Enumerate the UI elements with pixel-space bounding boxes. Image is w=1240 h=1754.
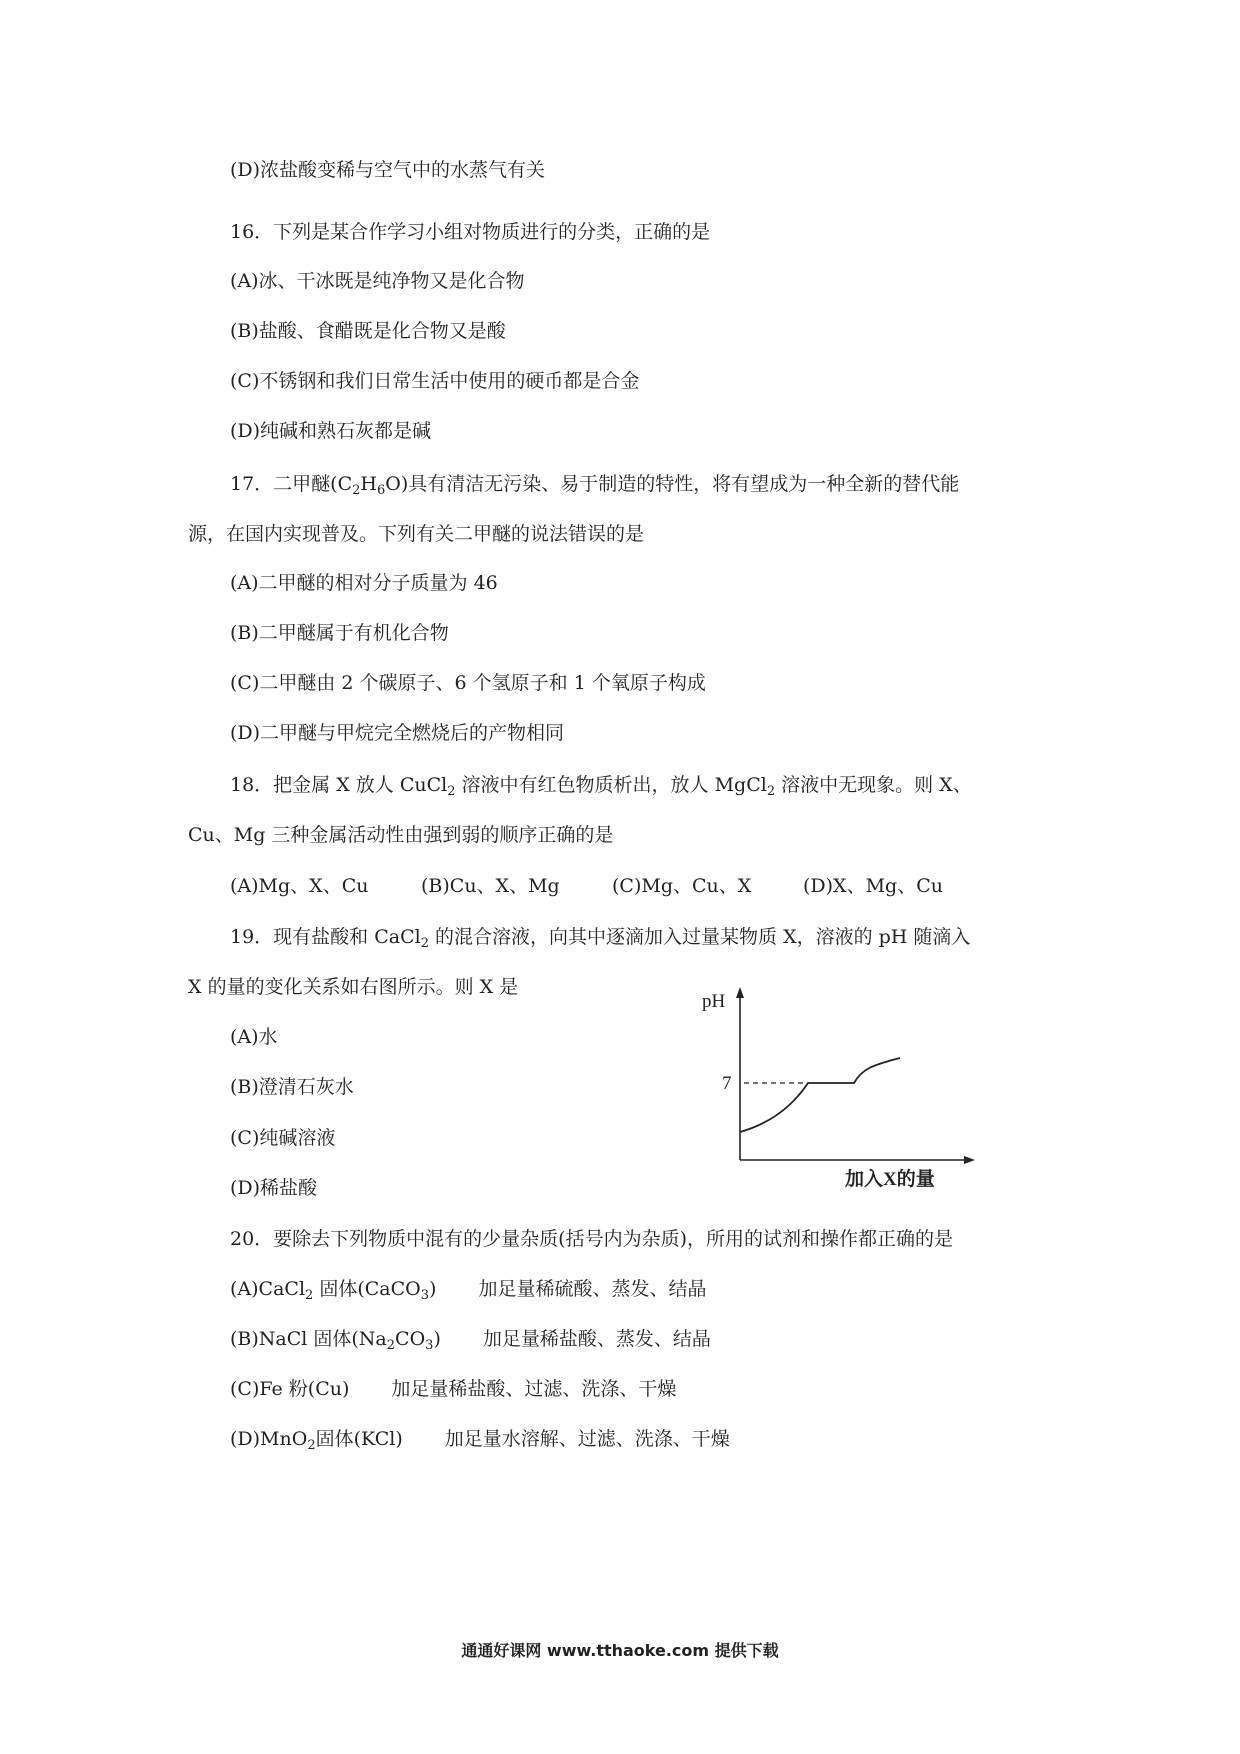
q19-stem-line2: X 的量的变化关系如右图所示。则 X 是 xyxy=(188,976,519,998)
q17-option-b: (B)二甲醚属于有机化合物 xyxy=(230,622,449,644)
q15-option-d: (D)浓盐酸变稀与空气中的水蒸气有关 xyxy=(230,159,546,181)
q19-option-c: (C)纯碱溶液 xyxy=(230,1127,336,1149)
q20-stem: 20．要除去下列物质中混有的少量杂质(括号内为杂质)，所用的试剂和操作都正确的是 xyxy=(230,1228,954,1250)
q18-option-b: (B)Cu、X、Mg xyxy=(421,875,560,897)
q17-option-c: (C)二甲醚由 2 个碳原子、6 个氢原子和 1 个氧原子构成 xyxy=(230,672,706,694)
q17-option-a: (A)二甲醚的相对分子质量为 46 xyxy=(230,572,498,594)
q19-option-b: (B)澄清石灰水 xyxy=(230,1076,354,1098)
q18-stem-line2: Cu、Mg 三种金属活动性由强到弱的顺序正确的是 xyxy=(188,824,614,846)
x-axis-label: 加入X的量 xyxy=(845,1169,935,1190)
q19-stem: 19．现有盐酸和 CaCl$_2$ 的混合溶液，向其中逐滴加入过量某物质 X，溶液的 pH 随滴入 xyxy=(230,926,971,951)
q20-option-d: (D)MnO$_2$固体(KCl) 加足量水溶解、过滤、洗涤、干燥 xyxy=(230,1428,730,1453)
y-axis-arrow xyxy=(736,987,744,998)
tick-7: 7 xyxy=(722,1073,732,1094)
q16-option-d: (D)纯碱和熟石灰都是碱 xyxy=(230,420,432,442)
q18-stem: 18．把金属 X 放人 CuCl$_2$ 溶液中有红色物质析出，放人 MgCl$_2$ 溶液中无现象。则 X、 xyxy=(230,774,972,799)
q19-option-a: (A)水 xyxy=(230,1026,278,1048)
q18-option-c: (C)Mg、Cu、X xyxy=(612,875,752,897)
footer-download-note: 通通好课网 www.tthaoke.com 提供下载 xyxy=(461,1641,779,1660)
x-axis-arrow xyxy=(964,1156,975,1164)
q19-option-d: (D)稀盐酸 xyxy=(230,1177,318,1199)
ph-curve xyxy=(740,1058,900,1132)
q16-option-a: (A)冰、干冰既是纯净物又是化合物 xyxy=(230,270,525,292)
q20-option-b: (B)NaCl 固体$(Na_2CO_3)$ 加足量稀盐酸、蒸发、结晶 xyxy=(230,1328,711,1353)
q20-option-a: (A)CaCl$_2$ 固体(CaCO$_3$) 加足量稀硫酸、蒸发、结晶 xyxy=(230,1278,707,1303)
q18-option-d: (D)X、Mg、Cu xyxy=(803,875,943,897)
q20-option-c: (C)Fe 粉(Cu) 加足量稀盐酸、过滤、洗涤、干燥 xyxy=(230,1378,677,1400)
q17-option-d: (D)二甲醚与甲烷完全燃烧后的产物相同 xyxy=(230,722,565,744)
y-axis-label: pH xyxy=(702,991,726,1012)
q16-stem: 16．下列是某合作学习小组对物质进行的分类，正确的是 xyxy=(230,221,711,243)
q17-stem-line2: 源，在国内实现普及。下列有关二甲醚的说法错误的是 xyxy=(188,523,645,545)
q18-option-a: (A)Mg、X、Cu xyxy=(230,875,369,897)
q16-option-c: (C)不锈钢和我们日常生活中使用的硬币都是合金 xyxy=(230,370,640,392)
q17-stem: 17．二甲醚$(C_2H_6O)$具有清洁无污染、易于制造的特性，将有望成为一种全新的替代能 xyxy=(230,473,960,498)
ph-graph xyxy=(700,985,980,1195)
q16-option-b: (B)盐酸、食醋既是化合物又是酸 xyxy=(230,320,506,342)
